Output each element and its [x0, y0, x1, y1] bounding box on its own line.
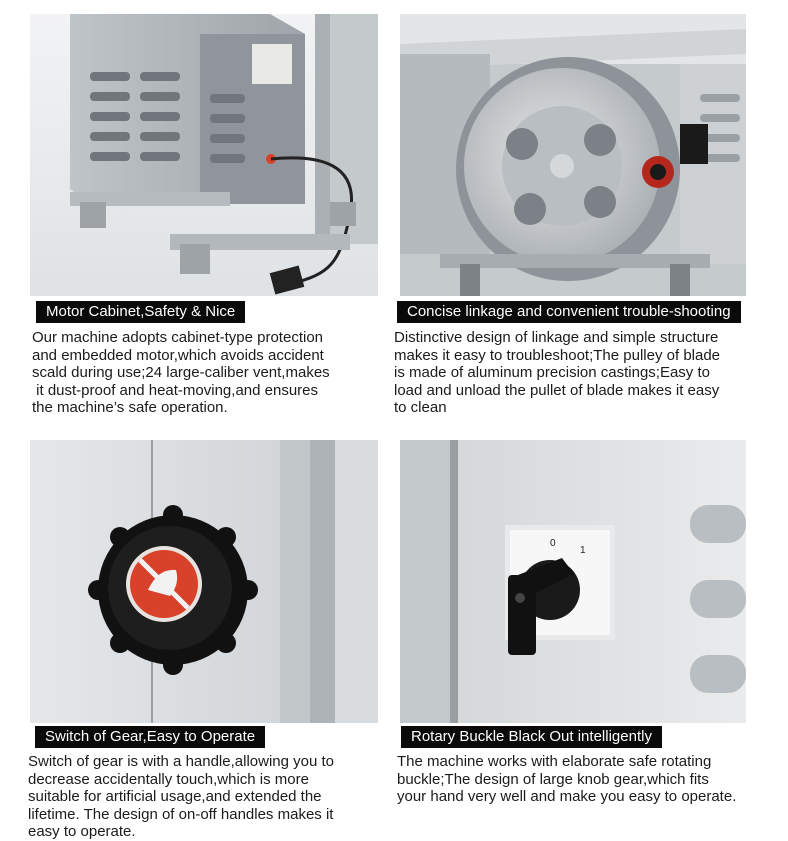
gear-knob-photo	[30, 440, 378, 723]
blade-pulley-photo	[400, 14, 746, 296]
panel-4-title: Rotary Buckle Black Out intelligently	[401, 726, 662, 748]
panel-2-title: Concise linkage and convenient trouble-shooting	[397, 301, 741, 323]
description-line: The machine works with elaborate safe rotating	[397, 753, 712, 770]
description-line: and embedded motor,which avoids accident	[32, 346, 324, 364]
description-line: Switch of gear is with a handle,allowing you to	[28, 753, 335, 770]
description-line: Our machine adopts cabinet-type protection	[32, 329, 323, 346]
panel-2-description	[394, 329, 720, 417]
description-line: lifetime. The design of on-off handles makes it	[28, 805, 334, 823]
motor-cabinet-photo	[30, 14, 378, 296]
description-line: it dust-proof and heat-moving,and ensures	[32, 381, 319, 399]
panel-1-description	[32, 329, 330, 417]
description-line: load and unload the pullet of blade makes it easy	[394, 381, 720, 399]
description-line: easy to operate.	[28, 823, 136, 840]
description-line: buckle;The design of large knob gear,which fits	[397, 770, 709, 788]
description-line: your hand very well and make you easy to operate.	[397, 788, 737, 805]
description-line: Distinctive design of linkage and simple structure	[394, 329, 719, 346]
panel-4-description	[397, 753, 736, 806]
description-line: decrease accidentally touch,which is more	[28, 770, 309, 788]
panel-1-title: Motor Cabinet,Safety & Nice	[36, 301, 245, 323]
description-line: makes it easy to troubleshoot;The pulley of blade	[394, 346, 721, 364]
description-line: to clean	[394, 399, 447, 416]
switch-label-on: 1	[580, 545, 586, 556]
panel-3-description	[28, 753, 334, 841]
description-line: scald during use;24 large-caliber vent,makes	[32, 364, 330, 381]
rotary-switch-photo	[400, 440, 746, 723]
description-line: the machine’s safe operation.	[32, 399, 228, 416]
description-line: is made of aluminum precision castings;Easy to	[394, 364, 710, 381]
description-line: suitable for artificial usage,and extended the	[28, 788, 322, 805]
switch-label-off: 0	[550, 538, 556, 549]
panel-3-title: Switch of Gear,Easy to Operate	[35, 726, 265, 748]
